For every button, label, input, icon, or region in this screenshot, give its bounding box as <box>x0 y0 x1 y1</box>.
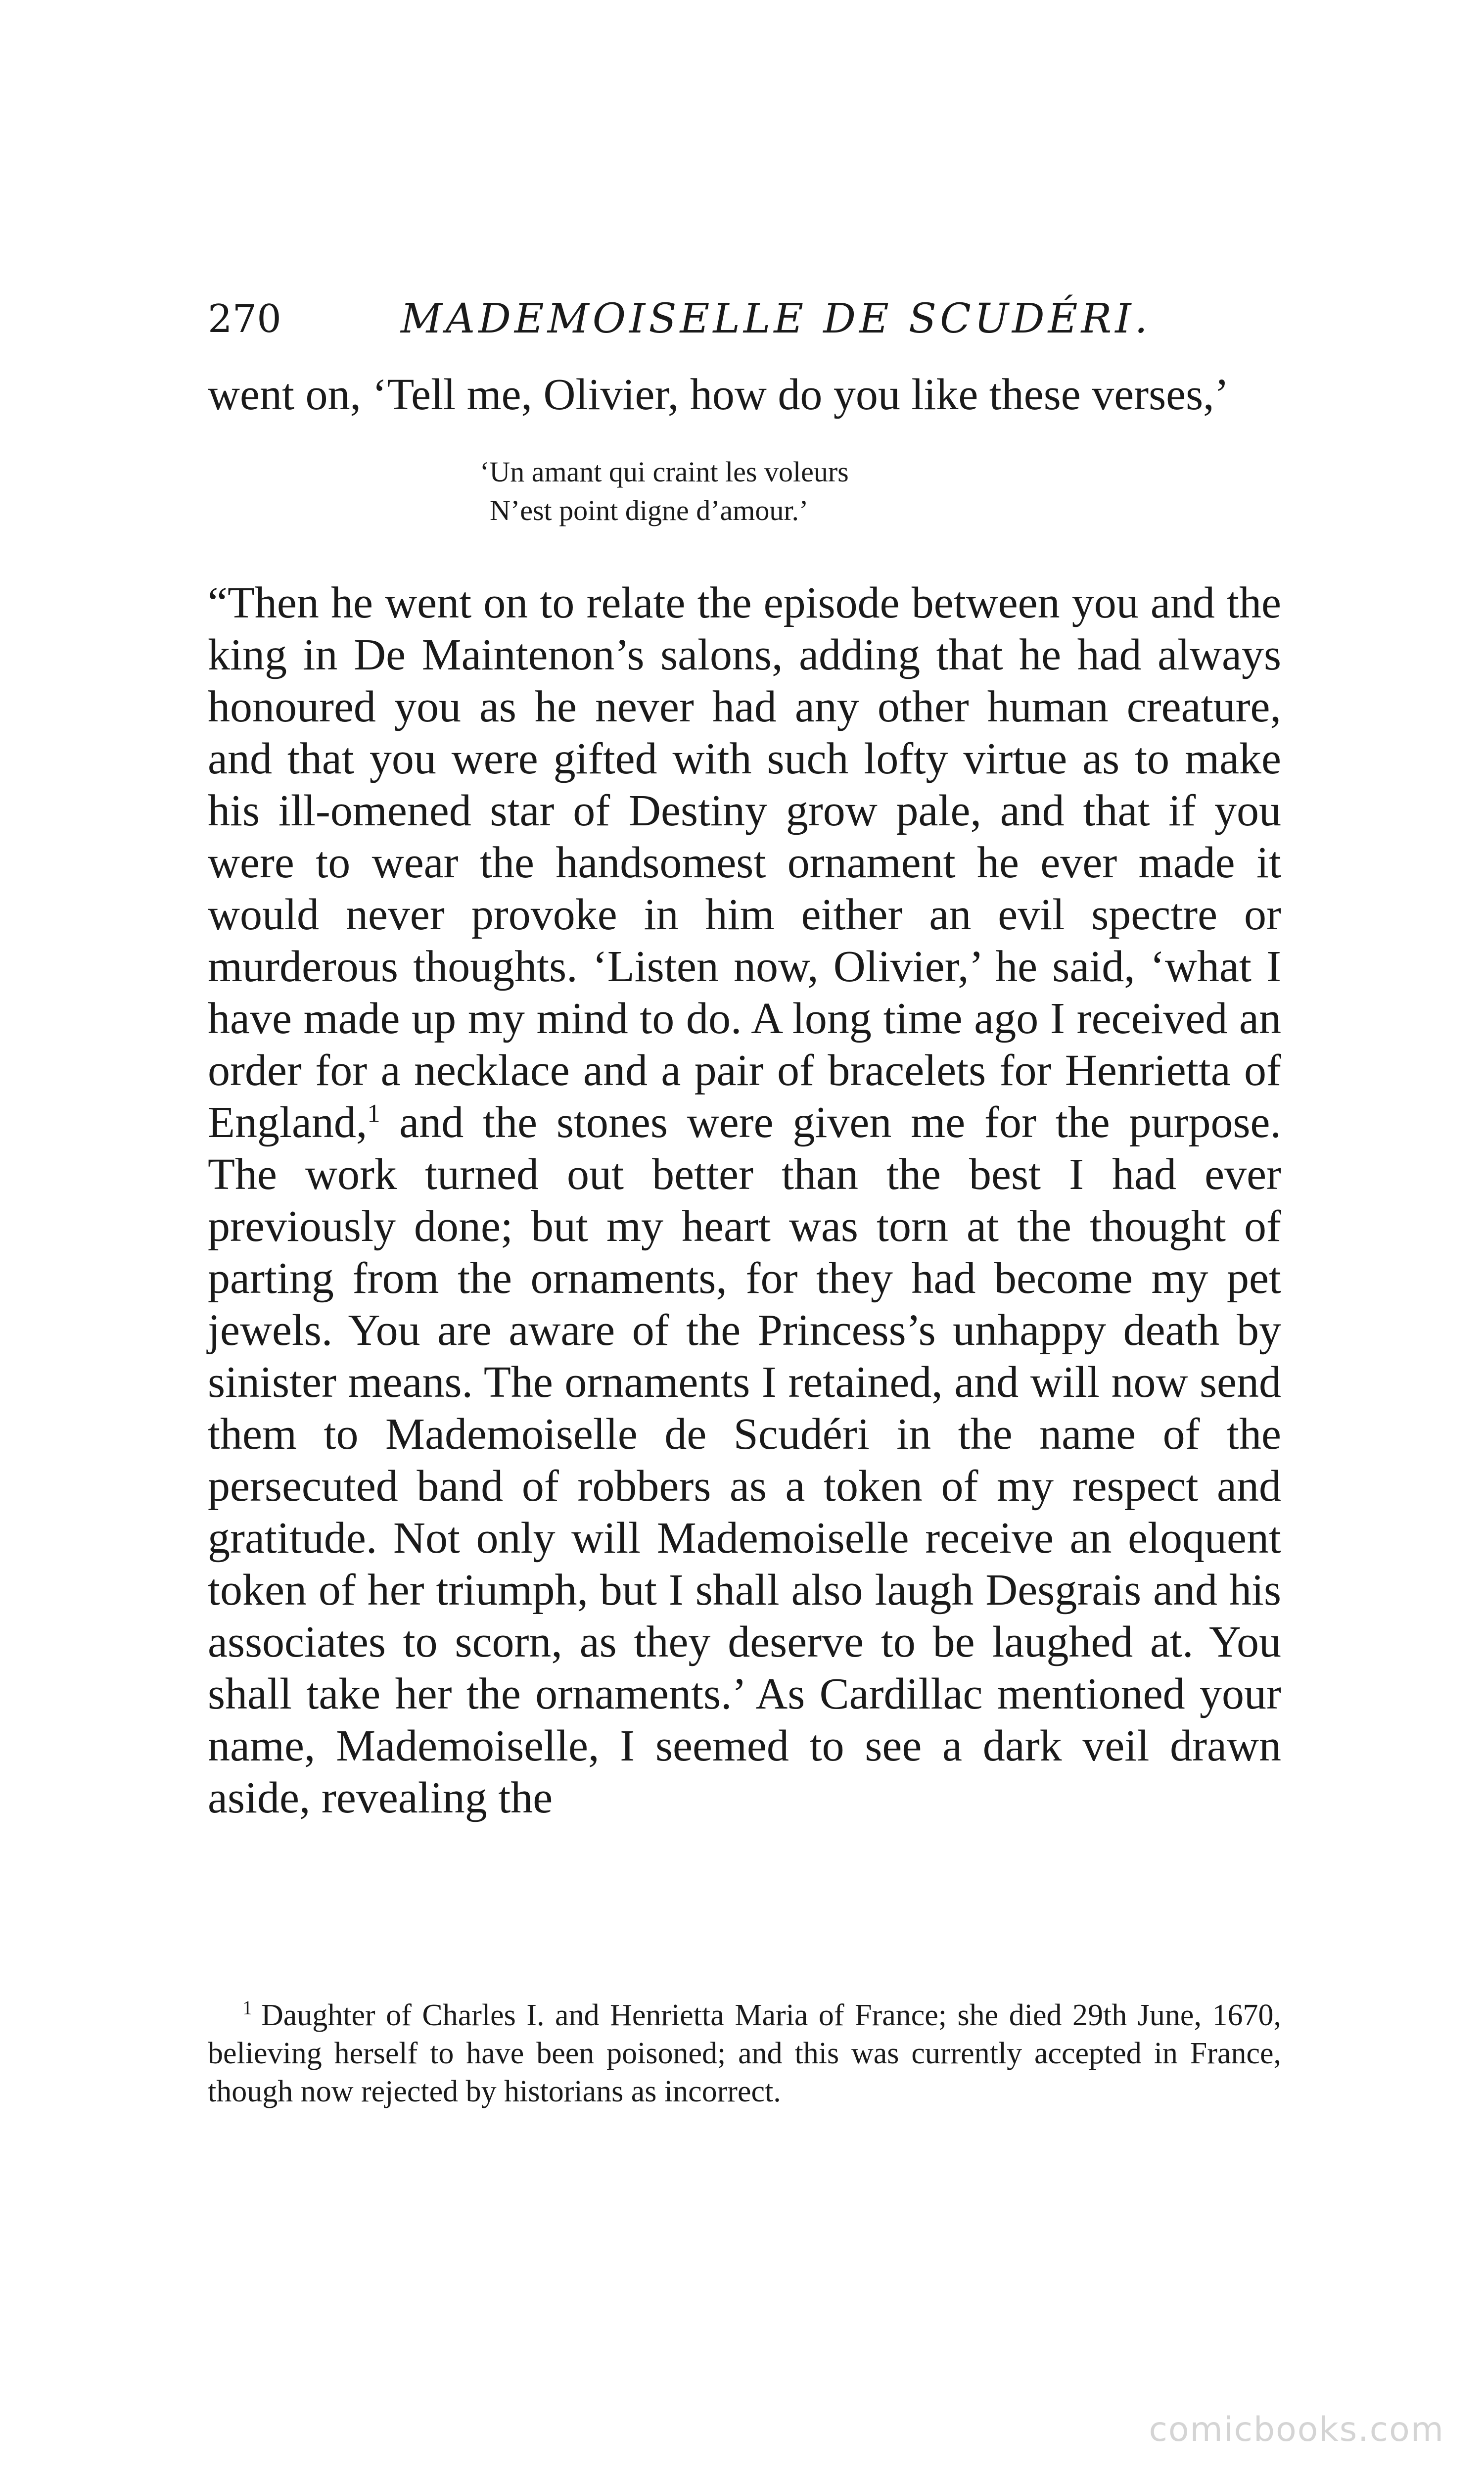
verse-line: N’est point digne d’amour.’ <box>490 494 809 526</box>
main-paragraph <box>208 577 1281 1824</box>
footnote-text: Daughter of Charles I. and Henrietta Maria of France; she died 29th June, 1670, believing herself to have been poisoned; and this was currently accepted in France, though now rejected by historians as incorrect. <box>208 1998 1281 2108</box>
footnote-reference: 1 <box>367 1099 380 1128</box>
footnote <box>208 1997 1281 2111</box>
running-head <box>208 292 1281 346</box>
footnote-marker: 1 <box>242 1997 252 2019</box>
verse-quotation <box>480 453 1281 530</box>
paragraph-text-part-1: “Then he went on to relate the episode between you and the king in De Maintenon’s salons, adding that he had always honoured you as he never had any other human creature, and that you were gifted with such lofty virtue as to make his ill-omened star of Destiny grow pale, and that if you were to wear the handsomest ornament he ever made it would never provoke in him either an evil spectre or murderous thoughts. ‘Listen now, Olivier,’ he said, ‘what I have made up my mind to do. A long time ago I received an order for a necklace and a pair of bracelets for Henrietta of England, <box>208 578 1281 1147</box>
page-header-title: MADEMOISELLE DE SCUDÉRI. <box>401 295 1151 342</box>
watermark: comicbooks.com <box>1149 2410 1444 2449</box>
verse-line: ‘Un amant qui craint les voleurs <box>480 456 849 488</box>
opening-lines: went on, ‘Tell me, Olivier, how do you like these verses,’ <box>208 370 1229 419</box>
paragraph-text-part-2: and the stones were given me for the purpose. The work turned out better than the best I had ever previously done; but my heart was torn at the thought of parting from the ornaments, for they had become my pet jewels. You are aware of the Princess’s unhappy death by sinister means. The ornaments I retained, and will now send them to Mademoiselle de Scudéri in the name of the persecuted band of robbers as a token of my respect and gratitude. Not only will Mademoiselle receive an eloquent token of her triumph, but I shall also laugh Desgrais and his associates to scorn, as they deserve to be laughed at. You shall take her the ornaments.’ As Cardillac mentioned your name, Mademoiselle, I seemed to see a dark veil drawn aside, revealing the <box>208 1098 1281 1822</box>
body-text <box>208 369 1281 1824</box>
page-number: 270 <box>208 297 281 341</box>
